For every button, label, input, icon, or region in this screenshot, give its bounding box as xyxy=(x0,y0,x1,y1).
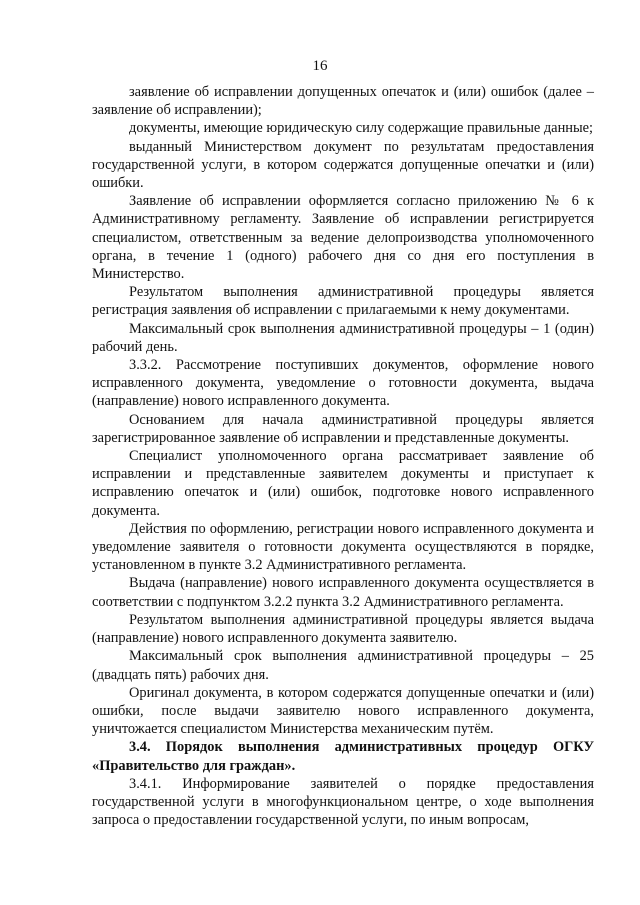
paragraph: Результатом выполнения административной процедуры является выдача (направление) нового исправленного документа заявителю. xyxy=(92,611,594,647)
paragraph: 3.4.1. Информирование заявителей о порядке предоставления государственной услуги в многофункциональном центре, о ходе выполнения запроса о предоставлении государственной услуги, по иным вопросам, xyxy=(92,775,594,829)
paragraph: Результатом выполнения административной процедуры является регистрация заявления об исправлении с прилагаемыми к нему документами. xyxy=(92,284,594,319)
paragraph: 3.3.2. Рассмотрение поступивших документов, оформление нового исправленного документа, уведомление о готовности документа, выдача (направление) нового исправленного документа. xyxy=(92,357,594,410)
paragraph: Заявление об исправлении оформляется согласно приложению № 6 к Административному регламенту. Заявление об исправлении регистрируется специалистом, ответственным за ведение делопроизводства уполномоченного органа, в течение 1 (одного) рабочего дня со дня его поступления в Министерство. xyxy=(92,193,594,283)
paragraph: Максимальный срок выполнения административной процедуры – 1 (один) рабочий день. xyxy=(92,320,594,355)
paragraph: Оригинал документа, в котором содержатся допущенные опечатки и (или) ошибки, после выдачи заявителю нового исправленного документа, уничтожается специалистом Министерства механическим путём. xyxy=(92,684,594,738)
paragraph: документы, имеющие юридическую силу содержащие правильные данные; xyxy=(129,120,594,137)
paragraph: заявление об исправлении допущенных опечаток и (или) ошибок (далее – заявление об исправлении); xyxy=(92,84,594,119)
section-heading: 3.4. Порядок выполнения административных процедур ОГКУ «Правительство для граждан». xyxy=(92,739,594,774)
paragraph: Действия по оформлению, регистрации нового исправленного документа и уведомление заявителя о готовности документа осуществляются в порядке, установленном в пункте 3.2 Административного регламента. xyxy=(92,520,594,574)
paragraph: Выдача (направление) нового исправленного документа осуществляется в соответствии с подпунктом 3.2.2 пункта 3.2 Административного регламента. xyxy=(92,575,594,610)
paragraph: Основанием для начала административной процедуры является зарегистрированное заявление об исправлении и представленные документы. xyxy=(92,411,594,446)
paragraph: Специалист уполномоченного органа рассматривает заявление об исправлении и представленные заявителем документы и приступает к исправлению опечаток и (или) ошибок, подготовке нового исправленного документа. xyxy=(92,448,594,519)
document-body xyxy=(92,83,594,829)
page-number: 16 xyxy=(312,58,328,74)
paragraph: выданный Министерством документ по результатам предоставления государственной услуги, в котором содержатся допущенные опечатки и (или) ошибки. xyxy=(92,138,594,192)
paragraph: Максимальный срок выполнения административной процедуры – 25 (двадцать пять) рабочих дня. xyxy=(92,648,594,683)
